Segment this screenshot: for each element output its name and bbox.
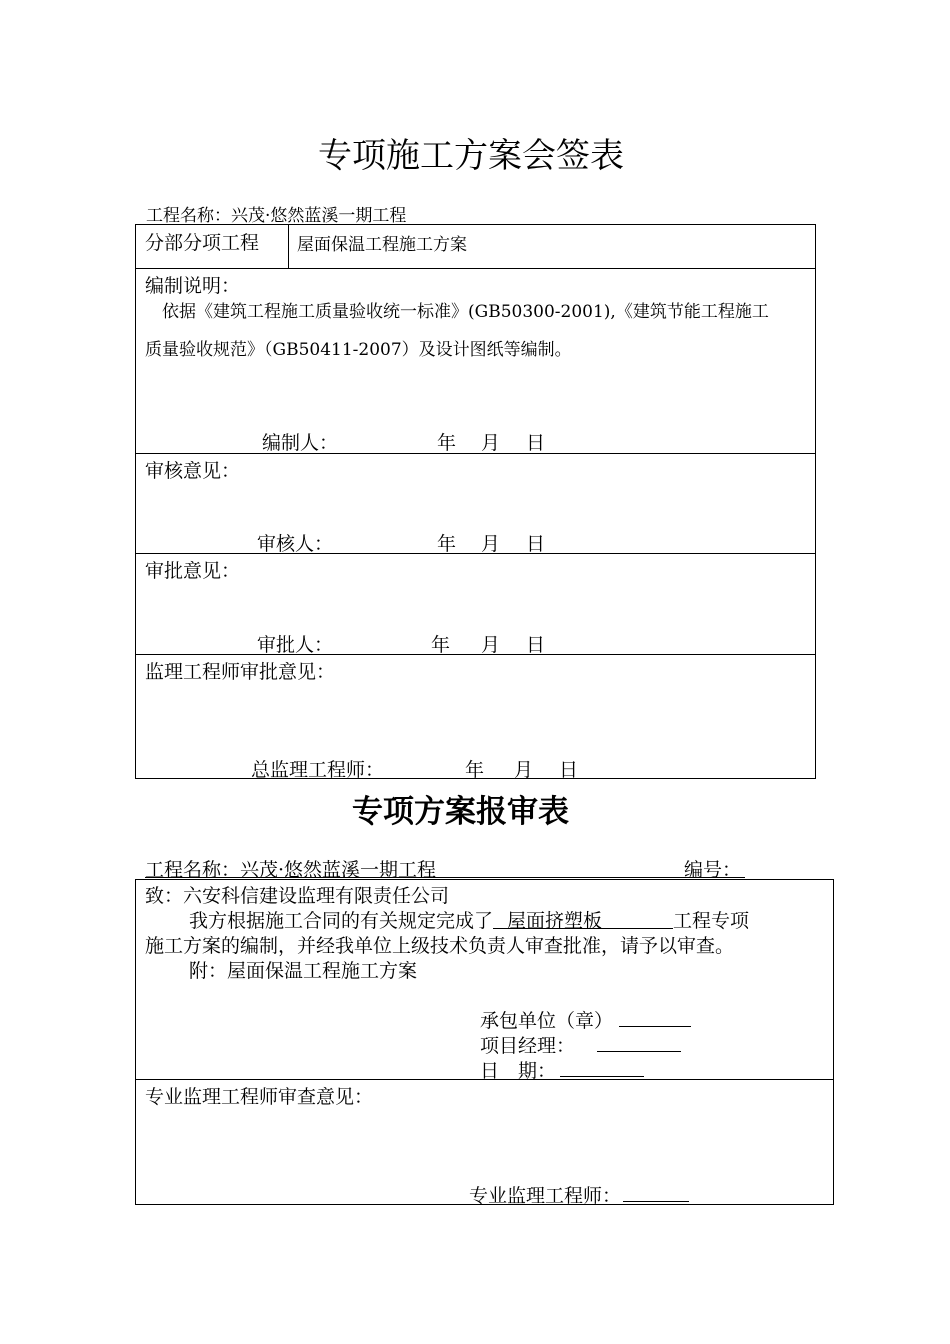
prep-signer: 编制人： [262, 432, 339, 454]
date-label: 日 期： [480, 1060, 557, 1082]
engineer-label: 专业监理工程师： [469, 1185, 622, 1207]
supervisor-day: 日 [559, 759, 579, 781]
sign-row-line [135, 268, 816, 269]
approve-month: 月 [481, 634, 501, 656]
engineer-row [469, 1181, 689, 1208]
review-year: 年 [437, 533, 457, 555]
prep-text-line-2: 质量验收规范》（GB50411-2007）及设计图纸等编制。 [145, 340, 572, 360]
contractor-blank [619, 1007, 691, 1027]
prep-label: 编制说明： [145, 275, 241, 297]
report-body-post: 工程专项 [673, 910, 750, 932]
sign-project-name: 工程名称：兴茂·悠然蓝溪一期工程 [146, 206, 407, 226]
supervisor-signer: 总监理工程师： [251, 759, 385, 781]
approve-year: 年 [431, 634, 451, 656]
sign-row-line [135, 453, 816, 454]
date-blank [560, 1057, 644, 1077]
report-project-name [145, 855, 745, 881]
approve-label: 审批意见： [145, 560, 241, 582]
contractor-row [480, 1006, 691, 1033]
sign-row-line [135, 654, 816, 655]
report-project-text: 工程名称：兴茂·悠然蓝溪一期工程 [145, 859, 437, 881]
sign-row-line [135, 553, 816, 554]
prep-year: 年 [437, 432, 457, 454]
report-review-label: 专业监理工程师审查意见： [145, 1086, 374, 1108]
subproject-value: 屋面保温工程施工方案 [297, 235, 467, 255]
supervisor-year: 年 [465, 759, 485, 781]
review-day: 日 [526, 533, 546, 555]
supervisor-label: 监理工程师审批意见： [145, 661, 336, 683]
supervisor-month: 月 [514, 759, 534, 781]
report-attachment: 附：屋面保温工程施工方案 [189, 960, 418, 982]
pm-label: 项目经理： [480, 1035, 576, 1057]
prep-month: 月 [481, 432, 501, 454]
report-body-line-1 [189, 906, 749, 933]
review-label: 审核意见： [145, 460, 241, 482]
engineer-blank [623, 1182, 689, 1202]
approve-day: 日 [526, 634, 546, 656]
date-row [480, 1056, 644, 1083]
prep-day: 日 [526, 432, 546, 454]
report-table-title: 专项方案报审表 [352, 794, 569, 830]
pm-row [480, 1031, 681, 1058]
sign-table-divider [288, 224, 289, 269]
approve-signer: 审批人： [257, 634, 334, 656]
subproject-label: 分部分项工程 [145, 232, 260, 254]
report-body-pre: 我方根据施工合同的有关规定完成了 [189, 910, 494, 932]
report-body-line-2: 施工方案的编制，并经我单位上级技术负责人审查批准，请予以审查。 [145, 935, 735, 957]
report-to-line: 致：六安科信建设监理有限责任公司 [145, 885, 450, 907]
review-signer: 审核人： [257, 533, 334, 555]
review-month: 月 [481, 533, 501, 555]
contractor-label: 承包单位（章） [480, 1010, 614, 1032]
report-body-fill: 屋面挤塑板 [493, 906, 673, 929]
pm-blank [597, 1032, 681, 1052]
sign-table-title: 专项施工方案会签表 [318, 136, 624, 176]
prep-text-line-1: 依据《建筑工程施工质量验收统一标准》(GB50300-2001),《建筑节能工程施工 [162, 302, 769, 322]
report-number-label: 编号： [684, 859, 742, 881]
